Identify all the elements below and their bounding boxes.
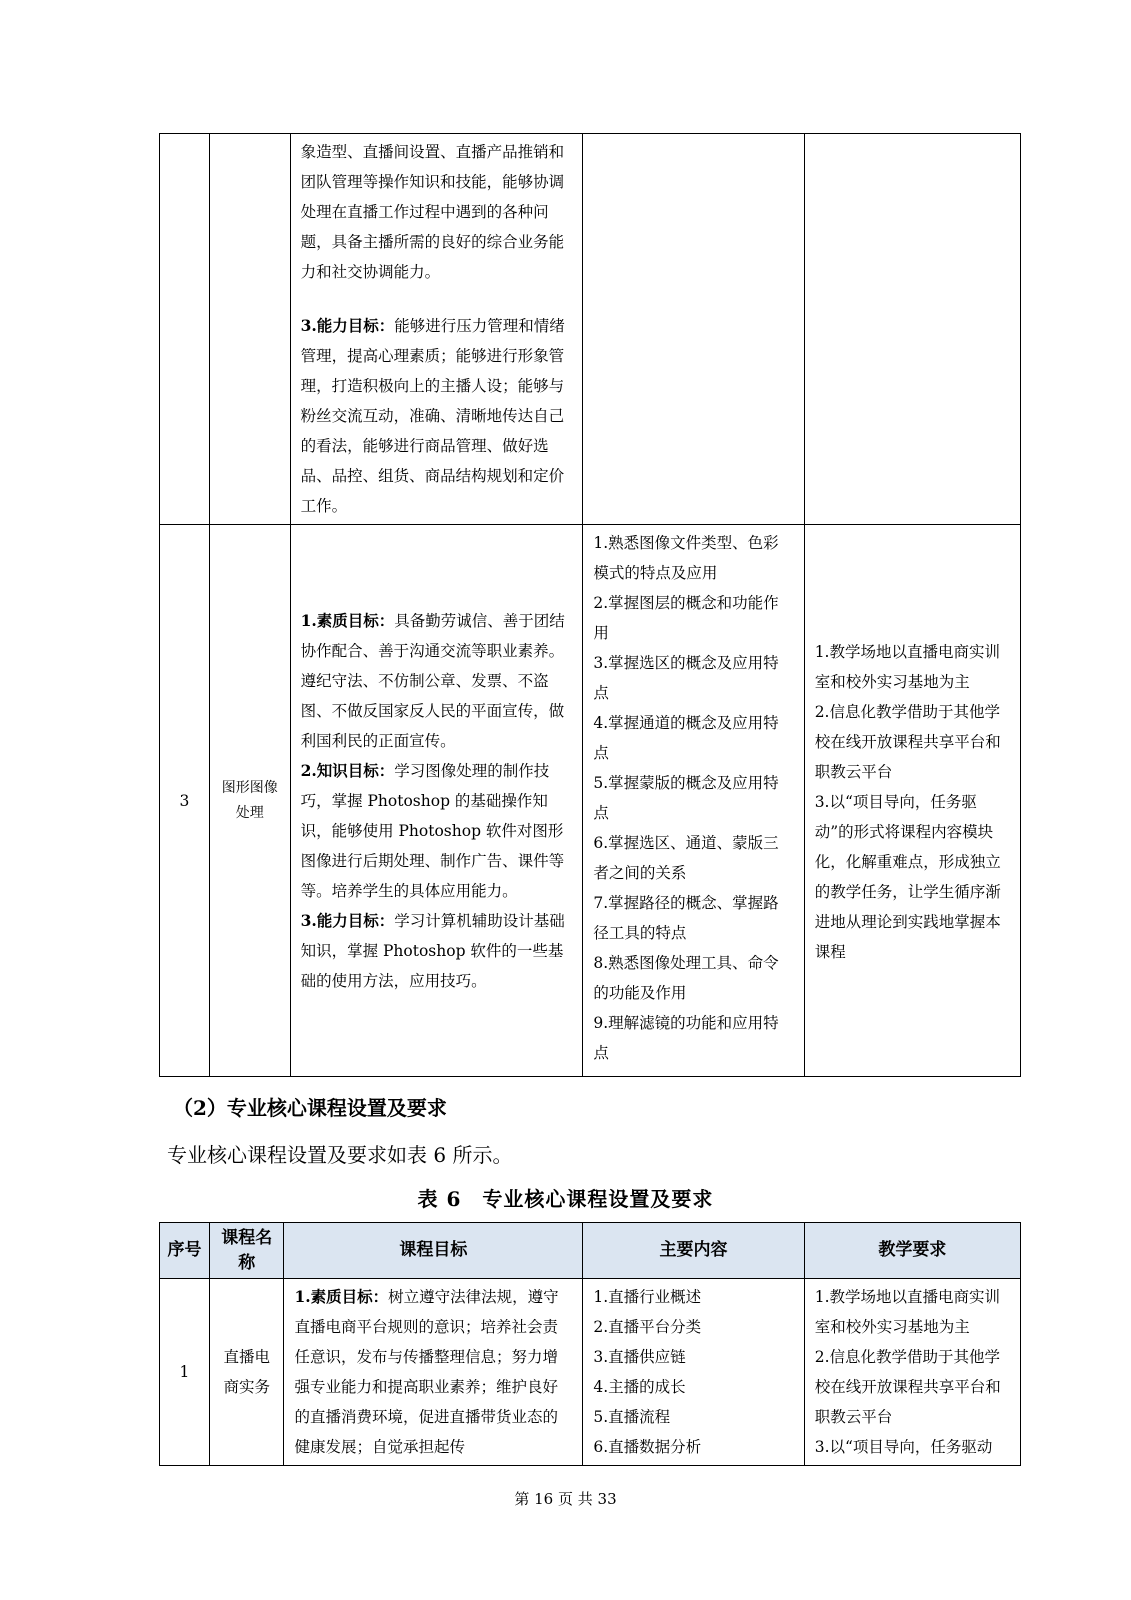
teaching-req-cell — [804, 134, 1020, 525]
table-caption: 表 6 专业核心课程设置及要求 — [417, 1187, 714, 1211]
header-req: 教学要求 — [804, 1223, 1020, 1279]
main-content-cell — [583, 1279, 804, 1466]
goal-label: 3.能力目标： — [300, 316, 395, 335]
row-no-cell — [160, 134, 210, 525]
list-item: 5.掌握蒙版的概念及应用特点 — [593, 774, 779, 822]
list-item: 2.信息化教学借助于其他学校在线开放课程共享平台和职教云平台 — [814, 1348, 1001, 1426]
goal-label: 1.素质目标： — [300, 610, 395, 630]
list-item: 6.掌握选区、通道、蒙版三者之间的关系 — [593, 834, 779, 882]
goal-text: 树立遵守法律法规，遵守直播电商平台规则的意识；培养社会责任意识，发布与传播整理信息；努力增强专业能力和提高职业素养；维护良好的直播消费环境，促进直播带货业态的健康发展；自觉承担起传 — [294, 1288, 559, 1456]
table-row — [160, 1279, 1021, 1466]
list-item: 3.直播供应链 — [593, 1348, 686, 1366]
row-no-cell: 1 — [160, 1279, 210, 1466]
main-content-cell — [583, 134, 804, 525]
course-name-cell: 直播电商实务 — [209, 1279, 283, 1466]
goal-text: 具备勤劳诚信、善于团结协作配合、善于沟通交流等职业素养。遵纪守法、不仿制公章、发票、不盗图、不做反国家反人民的平面宣传，做利国利民的正面宣传。 — [300, 611, 565, 750]
list-item: 2.掌握图层的概念和功能作用 — [593, 594, 779, 642]
header-content: 主要内容 — [583, 1223, 804, 1279]
list-item: 5.直播流程 — [593, 1408, 671, 1426]
list-item: 8.熟悉图像处理工具、命令的功能及作用 — [593, 954, 779, 1002]
header-name: 课程名称 — [209, 1223, 283, 1279]
main-content-cell — [583, 525, 804, 1077]
course-goal-cell — [284, 1279, 583, 1466]
header-goal: 课程目标 — [284, 1223, 583, 1279]
list-item: 4.主播的成长 — [593, 1378, 686, 1396]
course-name-cell — [209, 134, 290, 525]
list-item: 2.信息化教学借助于其他学校在线开放课程共享平台和职教云平台 — [814, 703, 1001, 781]
course-name-cell: 图形图像处理 — [209, 525, 290, 1077]
list-item: 7.掌握路径的概念、掌握路径工具的特点 — [593, 894, 779, 942]
list-item: 6.直播数据分析 — [593, 1438, 702, 1456]
goal-text: 学习图像处理的制作技巧，掌握 Photoshop 的基础操作知识，能够使用 Photoshop 软件对图形图像进行后期处理、制作广告、课件等等。培养学生的具体应用能力。 — [300, 761, 565, 900]
header-no: 序号 — [160, 1223, 210, 1279]
course-goal-cell — [290, 525, 583, 1077]
table-row — [160, 525, 1021, 1077]
goal-paragraph: 象造型、直播间设置、直播产品推销和团队管理等操作知识和技能，能够协调处理在直播工作过程中遇到的各种问题，具备主播所需的良好的综合业务能力和社交协调能力。 — [300, 143, 565, 281]
goal-label: 1.素质目标： — [294, 1287, 389, 1306]
list-item: 1.教学场地以直播电商实训室和校外实习基地为主 — [814, 643, 1000, 691]
list-item: 3.以“项目导向，任务驱动 — [814, 1438, 993, 1456]
goal-text: 能够进行压力管理和情绪管理，提高心理素质；能够进行形象管理，打造积极向上的主播人设；能够与粉丝交流互动，准确、清晰地传达自己的看法，能够进行商品管理、做好选品、品控、组货、商品结构规划和定价工作。 — [300, 317, 565, 515]
teaching-req-cell — [804, 525, 1020, 1077]
list-item: 1.直播行业概述 — [593, 1288, 702, 1306]
list-item: 9.理解滤镜的功能和应用特点 — [593, 1014, 779, 1062]
table-header-row — [160, 1223, 1021, 1279]
goal-label: 2.知识目标： — [300, 760, 395, 780]
list-item: 1.熟悉图像文件类型、色彩模式的特点及应用 — [593, 534, 779, 582]
core-course-table — [159, 1222, 1021, 1466]
list-item: 3.掌握选区的概念及应用特点 — [593, 654, 779, 702]
goal-label: 3.能力目标： — [300, 910, 395, 930]
list-item: 2.直播平台分类 — [593, 1318, 702, 1336]
section-intro: 专业核心课程设置及要求如表 6 所示。 — [167, 1143, 513, 1167]
table-row — [160, 134, 1021, 525]
goal-text: 学习计算机辅助设计基础知识，掌握 Photoshop 软件的一些基础的使用方法，应用技巧。 — [300, 911, 565, 990]
section-heading: （2）专业核心课程设置及要求 — [173, 1096, 447, 1120]
teaching-req-cell — [804, 1279, 1020, 1466]
course-table-continued — [159, 133, 1021, 1077]
list-item: 3.以“项目导向，任务驱动”的形式将课程内容模块化，化解重难点，形成独立的教学任务，让学生循序渐进地从理论到实践地掌握本课程 — [814, 793, 1001, 961]
list-item: 4.掌握通道的概念及应用特点 — [593, 714, 779, 762]
list-item: 1.教学场地以直播电商实训室和校外实习基地为主 — [814, 1288, 1000, 1336]
row-no-cell: 3 — [160, 525, 210, 1077]
course-goal-cell — [290, 134, 583, 525]
page-footer: 第 16 页 共 33 — [514, 1490, 617, 1508]
